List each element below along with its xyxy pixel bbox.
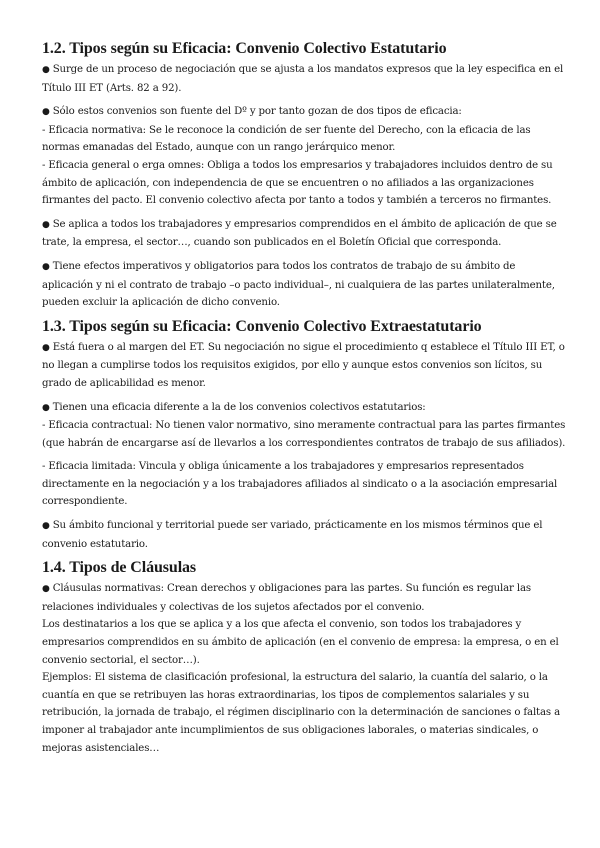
bullet-icon: ●	[42, 107, 50, 118]
bullet-icon: ●	[42, 584, 50, 595]
paragraph: - Eficacia normativa: Se le reconoce la condición de ser fuente del Derecho, con la eficacia de las normas emanadas del Estado, aunque con un rango jerárquico menor.	[42, 124, 531, 154]
paragraph: ● Cláusulas normativas: Crean derechos y obligaciones para las partes. Su función es regular las relaciones individuales y colectivas de los sujetos afectados por el convenio.	[42, 583, 531, 613]
paragraph: ● Se aplica a todos los trabajadores y empresarios comprendidos en el ámbito de aplicación de que se trate, la empresa, el sector…, cuando son publicados en el Boletín Oficial que corresponda.	[42, 218, 557, 249]
paragraph: - Eficacia general o erga omnes: Obliga a todos los empresarios y trabajadores incluidos dentro de su ámbito de aplicación, con independencia de que se encuentren o no afiliados a las organizaciones firmantes del pacto. El convenio colectivo afecta por tanto a todos y también a terceros no firmantes.	[42, 159, 553, 207]
bullet-icon: ●	[42, 402, 50, 413]
bullet-icon: ●	[42, 521, 50, 532]
bullet-icon: ●	[42, 261, 50, 272]
paragraph: ● Está fuera o al margen del ET. Su negociación no sigue el procedimiento q establece el Título III ET, o no llegan a cumplirse todos los requisitos exigidos, por ello y aunque estos convenios son lícitos, su grado de aplicabilidad es menor.	[42, 341, 565, 389]
section-heading: 1.3. Tipos según su Eficacia: Convenio Colectivo Extraestatutario	[42, 317, 482, 335]
paragraph: Los destinatarios a los que se aplica y a los que afecta el convenio, son todos los trabajadores y empresarios comprendidos en su ámbito de aplicación (en el convenio de empresa: la empresa, o en el convenio sectorial, el sector…).	[42, 619, 559, 666]
section-heading: 1.2. Tipos según su Eficacia: Convenio Colectivo Estatutario	[42, 40, 447, 57]
paragraph: ● Surge de un proceso de negociación que se ajusta a los mandatos expresos que la ley especifica en el Título III ET (Arts. 82 a 92).	[42, 64, 564, 94]
paragraph: Ejemplos: El sistema de clasificación profesional, la estructura del salario, la cuantía del salario, o la cuantía en que se retribuyen las horas extraordinarias, los tipos de complementos salariales y su retribución, la jornada de trabajo, el régimen disciplinario con la determinación de sanciones o faltas a imponer al trabajador ante incumplimientos de sus obligaciones laborales, o materias sindicales, o mejoras asistenciales…	[42, 672, 561, 754]
paragraph: - Eficacia limitada: Vincula y obliga únicamente a los trabajadores y empresarios representados directamente en la negociación y a los trabajadores afiliados al sindicato o a la asociación empresarial correspondiente.	[42, 461, 558, 508]
paragraph: - Eficacia contractual: No tienen valor normativo, sino meramente contractual para las partes firmantes (que habrán de encargarse así de llevarlos a los correspondientes contratos de trabajo de sus afiliados).	[42, 420, 566, 449]
paragraph: ● Tiene efectos imperativos y obligatorios para todos los contratos de trabajo de su ámbito de aplicación y ni el contrato de trabajo –o pacto individual–, ni cualquiera de las partes unilateralmente, pueden excluir la aplicación de dicho convenio.	[42, 260, 555, 309]
paragraph: ● Sólo estos convenios son fuente del Dº y por tanto gozan de dos tipos de eficacia:	[42, 106, 462, 118]
paragraph: ● Tienen una eficacia diferente a la de los convenios colectivos estatutarios:	[42, 401, 426, 413]
paragraph: ● Su ámbito funcional y territorial puede ser variado, prácticamente en los mismos términos que el convenio estatutario.	[42, 520, 543, 550]
section-heading: 1.4. Tipos de Cláusulas	[42, 559, 197, 577]
bullet-icon: ●	[42, 219, 50, 230]
bullet-icon: ●	[42, 65, 50, 75]
bullet-icon: ●	[42, 342, 50, 353]
